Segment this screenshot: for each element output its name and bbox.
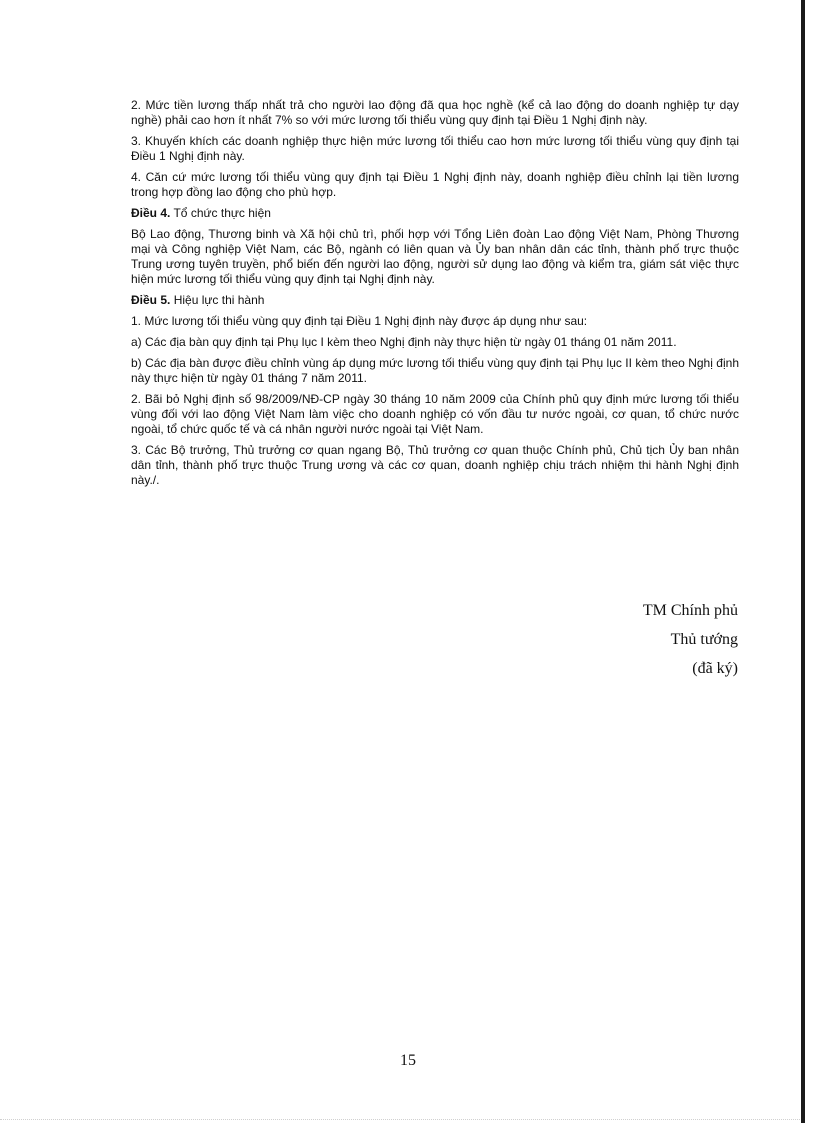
paragraph-clause-2: 2. Mức tiền lương thấp nhất trả cho người lao động đã qua học nghề (kể cả lao động do doanh nghiệp tự dạy nghề) phải cao hơn ít nhất 7% so với mức lương tối thiểu vùng quy định tại Điều 1 Nghị định này. <box>131 98 739 127</box>
article-4-label: Điều 4. <box>131 206 171 220</box>
signature-block <box>643 596 738 683</box>
page-edge-bar <box>801 0 805 1123</box>
article-4-heading <box>131 206 739 221</box>
document-body <box>131 98 739 494</box>
article-4-body: Bộ Lao động, Thương binh và Xã hội chủ trì, phối hợp với Tổng Liên đoàn Lao động Việt Nam, Phòng Thương mại và Công nghiệp Việt Nam, các Bộ, ngành có liên quan và Ủy ban nhân dân các tỉnh, thành phố trực thuộc Trung ương tuyên truyền, phổ biến đến người lao động, người sử dụng lao động và kiểm tra, giám sát việc thực hiện mức lương tối thiểu vùng quy định tại Nghị định này. <box>131 227 739 286</box>
paragraph-clause-4: 4. Căn cứ mức lương tối thiểu vùng quy định tại Điều 1 Nghị định này, doanh nghiệp điều chỉnh lại tiền lương trong hợp đồng lao động cho phù hợp. <box>131 170 739 199</box>
page-number: 15 <box>400 1052 416 1069</box>
article-5-item-2: 2. Bãi bỏ Nghị định số 98/2009/NĐ-CP ngày 30 tháng 10 năm 2009 của Chính phủ quy định mức lương tối thiểu vùng đối với lao động Việt Nam làm việc cho doanh nghiệp có vốn đầu tư nước ngoài, cơ quan, tổ chức nước ngoài, tổ chức quốc tế và cá nhân người nước ngoài tại Việt Nam. <box>131 392 739 436</box>
paragraph-clause-3: 3. Khuyến khích các doanh nghiệp thực hiện mức lương tối thiểu cao hơn mức lương tối thiểu vùng quy định tại Điều 1 Nghị định này. <box>131 134 739 163</box>
article-4-title: Tổ chức thực hiện <box>170 206 271 220</box>
article-5-label: Điều 5. <box>131 293 171 307</box>
article-5-item-1: 1. Mức lương tối thiểu vùng quy định tại Điều 1 Nghị định này được áp dụng như sau: <box>131 314 588 328</box>
article-5-item-3: 3. Các Bộ trưởng, Thủ trưởng cơ quan ngang Bộ, Thủ trưởng cơ quan thuộc Chính phủ, Chủ tịch Ủy ban nhân dân tỉnh, thành phố trực thuộc Trung ương và các cơ quan, doanh nghiệp chịu trách nhiệm thi hành Nghị định này./. <box>131 443 739 487</box>
page-bottom-divider <box>0 1119 800 1120</box>
article-5-item-1b: b) Các địa bàn được điều chỉnh vùng áp dụng mức lương tối thiểu vùng quy định tại Phụ lục II kèm theo Nghị định này thực hiện từ ngày 01 tháng 7 năm 2011. <box>131 356 739 385</box>
article-5-item-1a: a) Các địa bàn quy định tại Phụ lục I kèm theo Nghị định này thực hiện từ ngày 01 tháng 01 năm 2011. <box>131 335 677 349</box>
article-5-title: Hiệu lực thi hành <box>170 293 265 307</box>
signature-line-government: TM Chính phủ <box>642 602 738 619</box>
signature-line-title: Thủ tướng <box>670 631 738 648</box>
article-5-heading <box>131 293 739 308</box>
signature-line-signed: (đã ký) <box>692 660 738 677</box>
